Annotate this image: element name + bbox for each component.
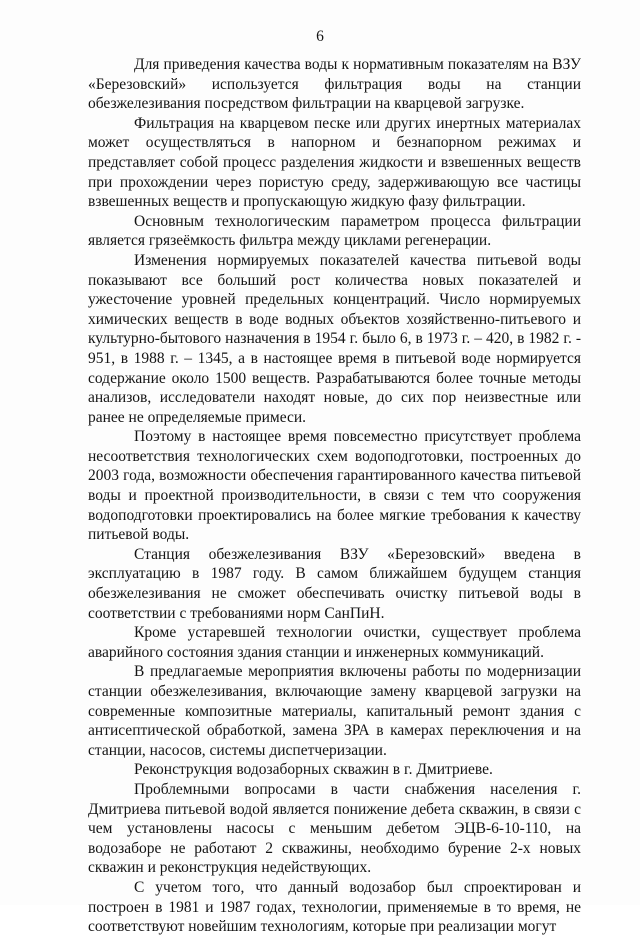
- page-number: 6: [316, 28, 324, 45]
- document-body: [88, 55, 581, 937]
- section-heading-paragraph: Реконструкция водозаборных скважин в г. Дмитриеве.: [134, 761, 493, 779]
- paragraph: Проблемными вопросами в части снабжения населения г. Дмитриева питьевой водой является понижение дебета скважин, в связи с чем установлены насосы с меньшим дебетом ЭЦВ-6-10-110, на водозаборе не работают 2 скважины, необходимо бурение 2-х новых скважин и реконструкция недействующих.: [88, 780, 581, 877]
- paragraph: Кроме устаревшей технологии очистки, существует проблема аварийного состояния здания станции и инженерных коммуникаций.: [88, 624, 581, 661]
- paragraph: Станция обезжелезивания ВЗУ «Березовский» введена в эксплуатацию в 1987 году. В самом ближайшем будущем станция обезжелезивания не сможет обеспечивать очистку питьевой воды в соответствии с требованиями норм СанПиН.: [88, 545, 581, 622]
- paragraph: В предлагаемые мероприятия включены работы по модернизации станции обезжелезивания, включающие замену кварцевой загрузки на современные композитные материалы, капитальный ремонт здания с антисептической обработкой, замена ЗРА в камерах переключения и на станции, насосов, системы диспетчеризации.: [88, 663, 581, 759]
- paragraph: Для приведения качества воды к нормативным показателям на ВЗУ «Березовский» используется фильтрация воды на станции обезжелезивания посредством фильтрации на кварцевой загрузке.: [88, 56, 581, 113]
- paragraph: Фильтрация на кварцевом песке или других инертных материалах может осуществляться в напорном и безнапорном режимах и представляет собой процесс разделения жидкости и взвешенных веществ при прохождении через пористую среду, задерживающую все частицы взвешенных веществ и пропускающую жидкую фазу фильтрации.: [88, 114, 581, 211]
- paragraph: С учетом того, что данный водозабор был спроектирован и построен в 1981 и 1987 годах, технологии, применяемые в то время, не соответствуют новейшим технологиям, которые при реализации могут: [88, 878, 581, 936]
- paragraph: Изменения нормируемых показателей качества питьевой воды показывают все больший рост количества новых показателей и ужесточение уровней предельных концентраций. Число нормируемых химических веществ в воде водных объектов хозяйственно-питьевого и культурно-бытового назначения в 1954 г. было 6, в 1973 г. – 420, в 1982 г. - 951, в 1988 г. – 1345, а в настоящее время в питьевой воде нормируется содержание около 1500 веществ. Разрабатываются более точные методы анализов, исследователи находят новые, до сих пор неизвестные или ранее не определяемые примеси.: [88, 251, 581, 426]
- paragraph: Поэтому в настоящее время повсеместно присутствует проблема несоответствия технологических схем водоподготовки, построенных до 2003 года, возможности обеспечения гарантированного качества питьевой воды и проектной производительности, в связи с тем что сооружения водоподготовки проектировались на более мягкие требования к качеству питьевой воды.: [88, 428, 581, 544]
- paragraph: Основным технологическим параметром процесса фильтрации является грязеёмкость фильтра между циклами регенерации.: [88, 212, 581, 250]
